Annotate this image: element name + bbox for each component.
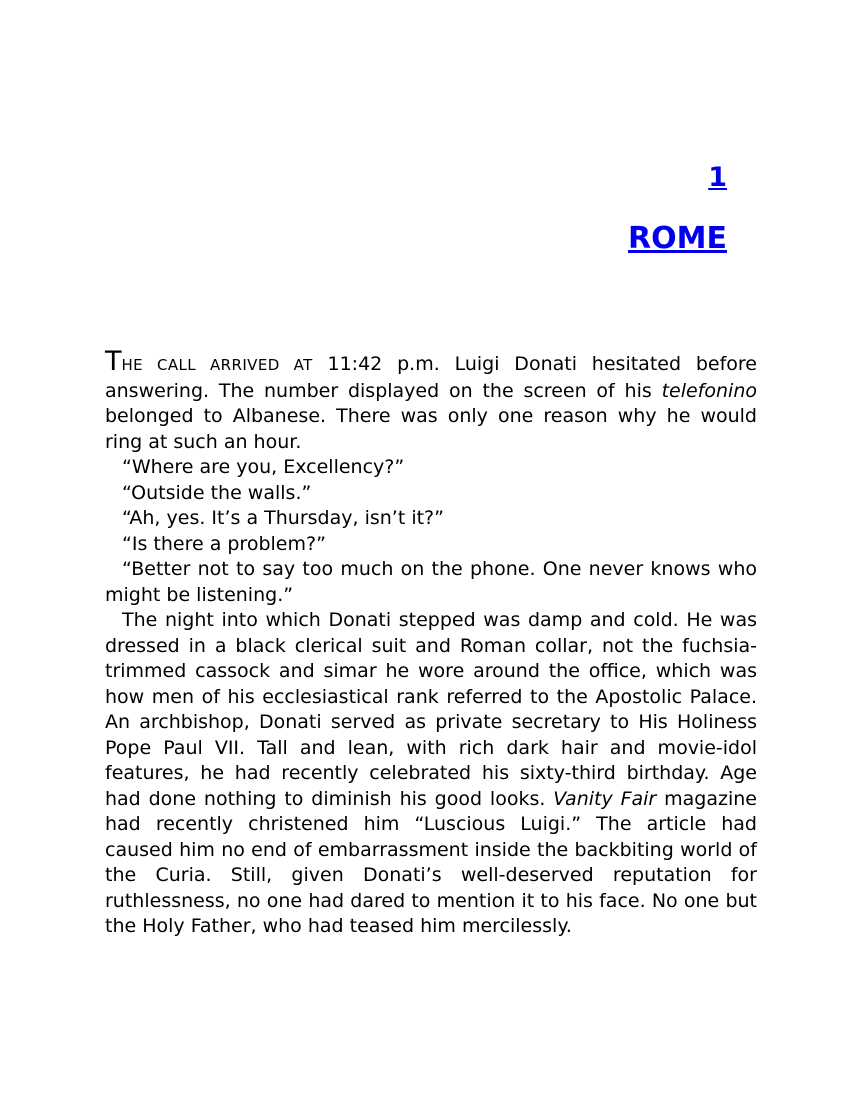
italic-telefonino: telefonino [661,379,757,402]
chapter-body [105,346,757,940]
chapter-number-heading [708,162,727,193]
closing-text-part1: The night into which Donati stepped was damp and cold. He was dressed in a black clerical suit and Roman collar, not the fuchsia-trimmed cassock and simar he wore around the office, which was how men of his ecclesiastical rank referred to the Apostolic Palace. An archbishop, Donati served as private secretary to His Holiness Pope Paul VII. Tall and lean, with rich dark hair and movie-idol features, he had recently celebrated his sixty-third birthday. Age had done nothing to diminish his good looks. [105,609,757,810]
chapter-title-link[interactable]: ROME [628,221,727,256]
italic-vanity-fair: Vanity Fair [553,787,657,810]
closing-text-part2: magazine had recently christened him “Luscious Luigi.” The article had caused him no end of embarrassment inside the backbiting world of the Curia. Still, given Donati’s well-deserved reputation for ruthlessness, no one had dared to mention it to his face. No one but the Holy Father, who had teased him mercilessly. [105,787,757,937]
small-caps-text: HE CALL ARRIVED AT [121,356,313,374]
dialogue-line: “Is there a problem?” [122,532,326,555]
drop-cap-initial: T [105,346,122,377]
opening-paragraph [105,346,757,455]
dialogue-line: “Better not to say too much on the phone. One never knows who might be listening.” [105,558,757,606]
dialogue-line: “Ah, yes. It’s a Thursday, isn’t it?” [122,507,444,529]
dialogue-line: “Outside the walls.” [122,481,312,504]
chapter-number-link[interactable]: 1 [708,162,727,193]
opening-text-rest: belonged to Albanese. There was only one reason why he would ring at such an hour. [105,405,757,453]
opening-text: 11:42 p.m. Luigi Donati hesitated before answering. The number displayed on the screen of his [105,353,757,402]
dialogue-line: “Where are you, Excellency?” [122,456,405,478]
chapter-title-heading [628,221,727,256]
closing-paragraph [105,608,757,940]
